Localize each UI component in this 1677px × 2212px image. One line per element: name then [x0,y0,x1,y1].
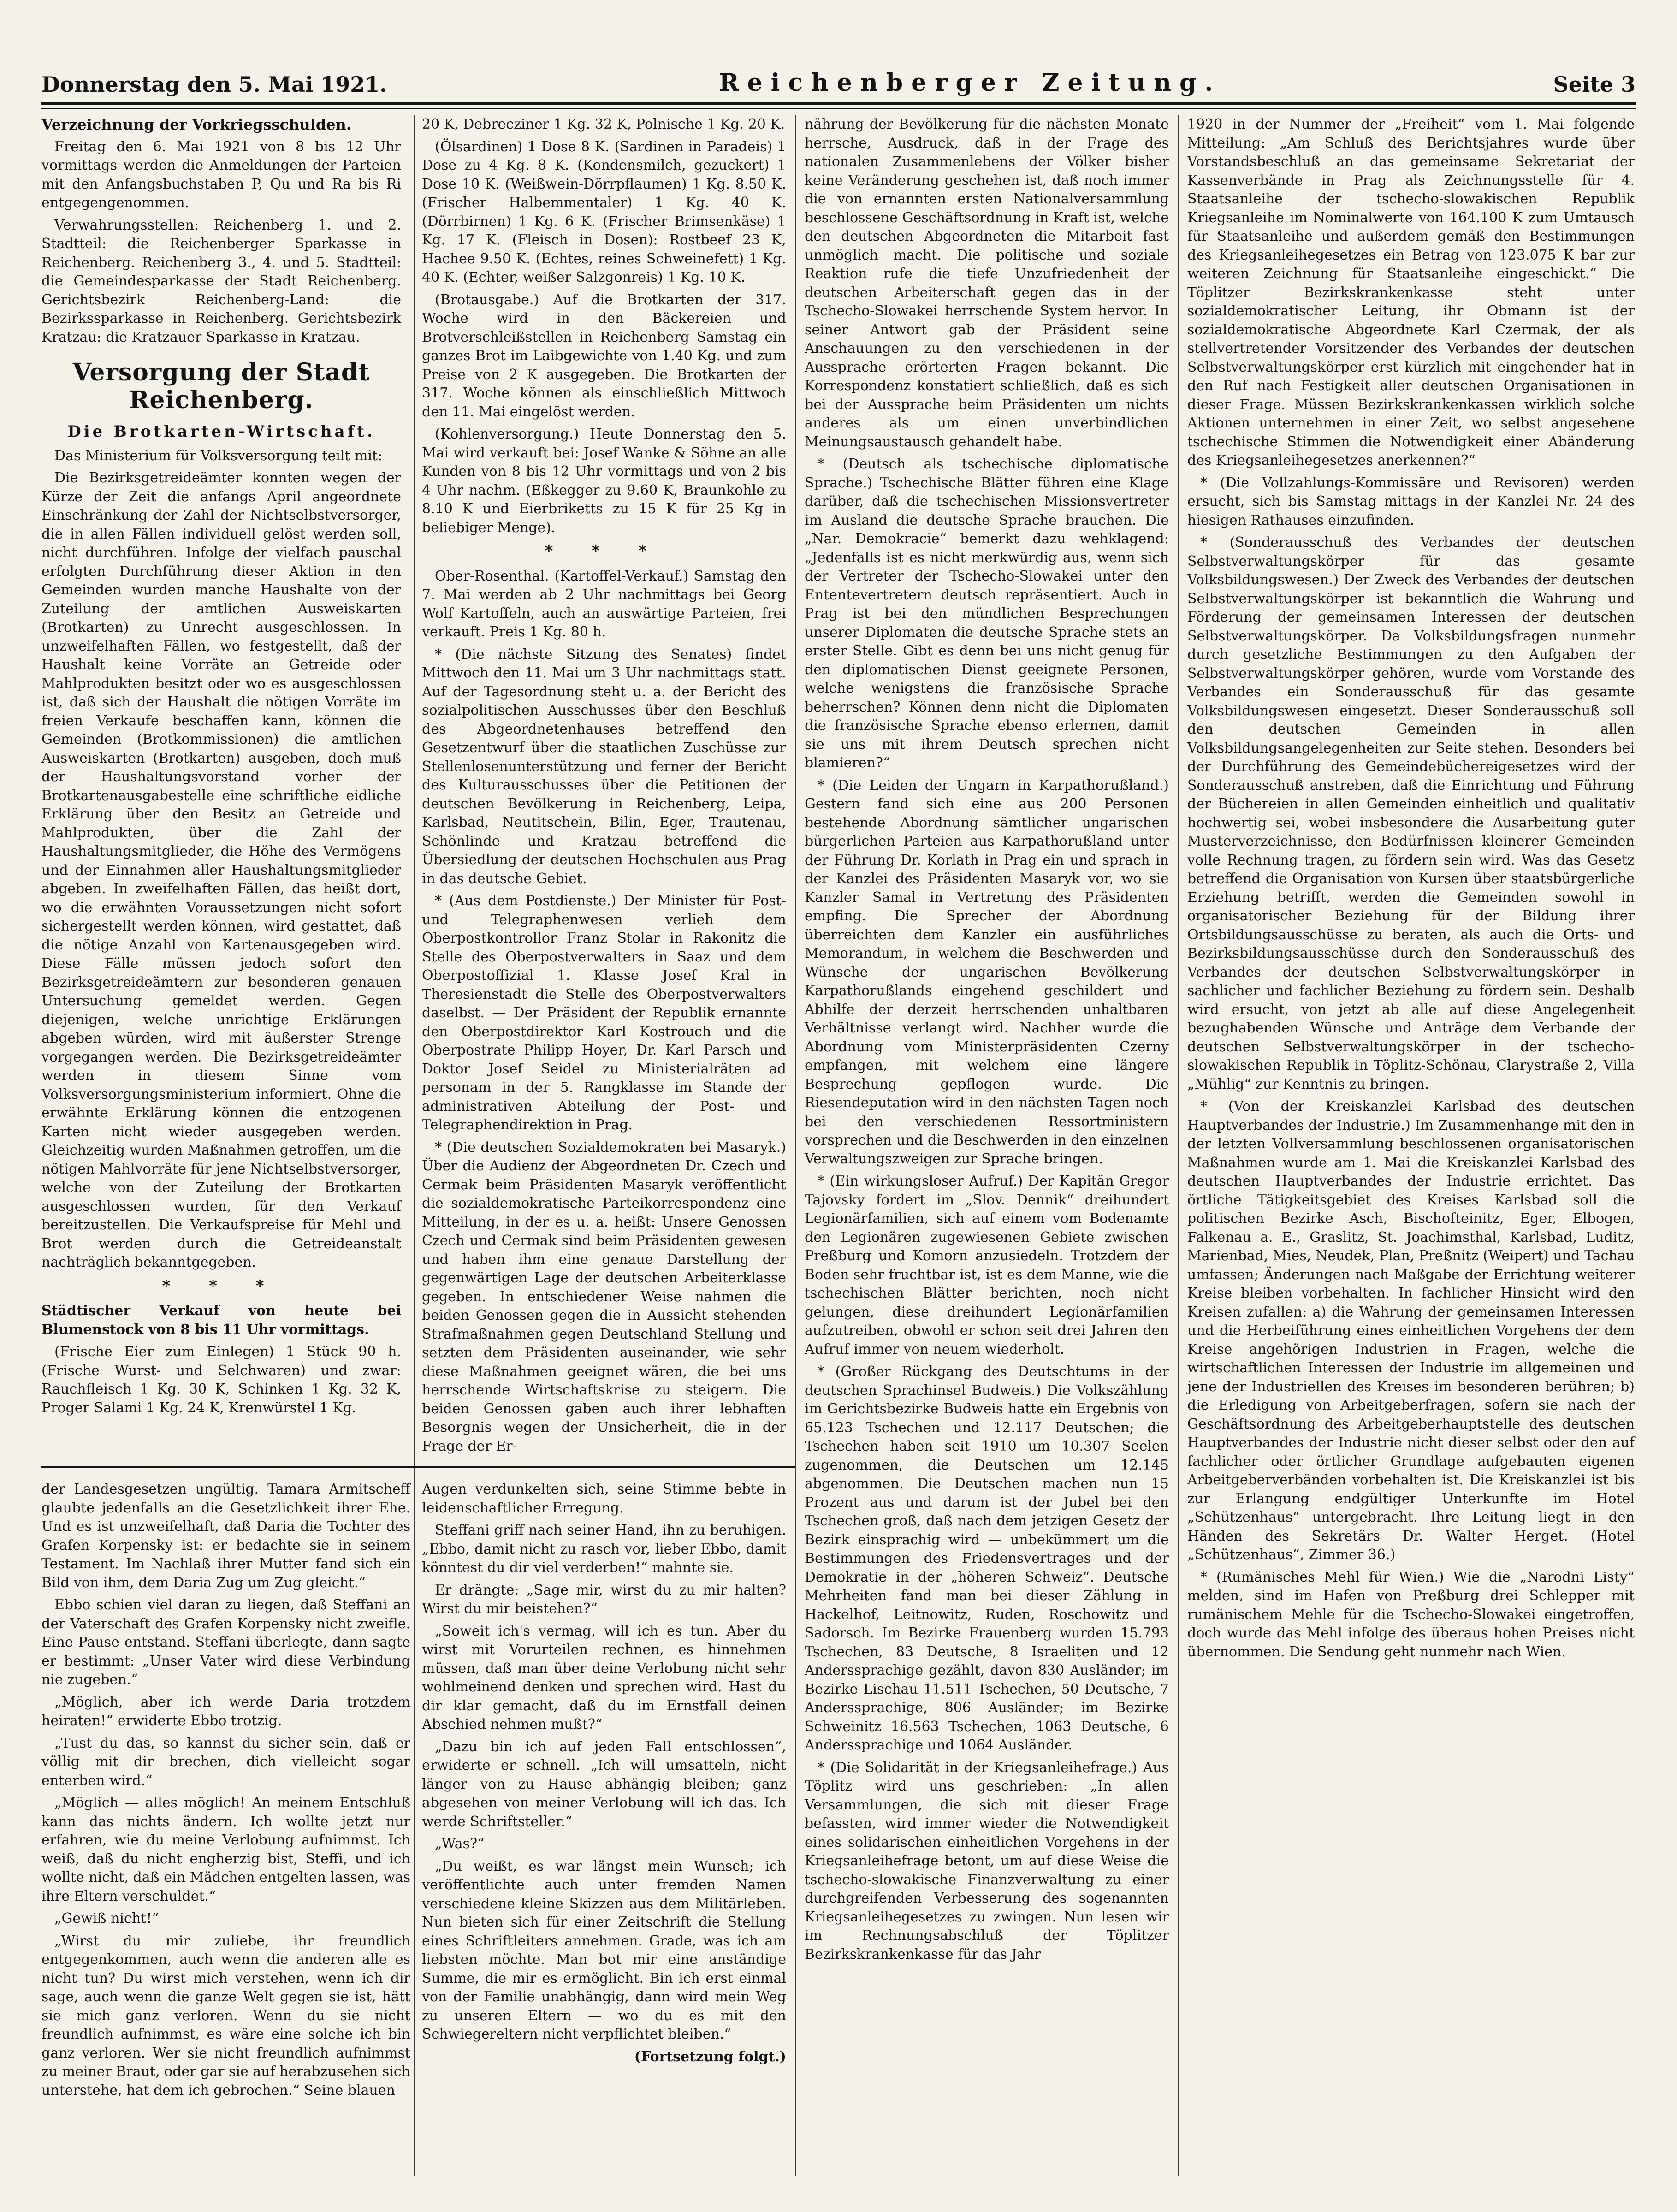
article-paragraph: * (Deutsch als tschechische diplomatische Sprache.) Tschechische Blätter führen eine Klage darüber, daß die tschechischen Missionsvertreter im Ausland die deutsche Sprache brauchen. Die „Nar. Demokracie“ bemerkt dazu wehklagend: „Jedenfalls ist es nicht merkwürdig aus, wenn sich der Vertreter der Tschecho-Slowakei unter den Ententevertretern deutsch repräsentiert. Auch in Prag ist bei den mündlichen Besprechungen unserer Diplomaten die deutsche Sprache stets an erster Stelle. Gibt es denn bei uns nicht genug für den diplomatischen Dienst geeignete Personen, welche wenigstens die französische Sprache beherrschen? Können denn nicht die Diplomaten die französische Sprache ebenso erlernen, damit sie uns mit ihrem Deutsch sprechen nicht blamieren?“ [805,456,1169,771]
serial-paragraph: Er drängte: „Sage mir, wirst du zu mir halten? Wirst du mir beistehen?“ [422,1582,786,1617]
article-paragraph: (Kohlenversorgung.) Heute Donnerstag den 5. Mai wird verkauft bei: Josef Wanke & Söhne an alle Kunden von 8 bis 12 Uhr vormittags und von 2 bis 4 Uhr nachm. (Eßkegger zu 9.60 K, Braunkohle zu 8.10 K und Eierbriketts zu 15 K für 25 Kg in beliebiger Menge). [422,426,786,536]
page-number: Seite 3 [1553,72,1636,97]
article-paragraph: * (Von der Kreiskanzlei Karlsbad des deutschen Hauptverbandes der Industrie.) Im Zusammenhange mit den in der letzten Vollversammlung beschlossenen organisatorischen Maßnahmen wurde am 1. Mai die Kreiskanzlei Karlsbad des deutschen Hauptverbandes der Industrie errichtet. Das örtliche Tätigkeitsgebiet des Kreises Karlsbad soll die politischen Bezirke Asch, Bischofteinitz, Eger, Elbogen, Falkenau a. E., Graslitz, St. Joachimsthal, Karlsbad, Luditz, Marienbad, Mies, Neudek, Plan, Preßnitz (Weipert) und Tachau umfassen; Änderungen nach Maßgabe der Errichtung weiterer Kreise bleiben vorbehalten. In fachlicher Hinsicht wird den Kreisen zufallen: a) die Wahrung der gemeinsamen Interessen und die Herbeiführung eines einheitlichen Vorgehens der dem Kreise angehörigen Industrien in Fragen, welche die wirtschaftlichen Interessen der Industrie im allgemeinen und jene der Industriellen des Kreises im besonderen berühren; b) die Erledigung von Arbeitgeberfragen, sofern sie nach der Geschäftsordnung des Arbeitgeberhauptstelle des deutschen Hauptverbandes der Industrie nicht dieser selbst oder den auf fachlicher oder örtlicher Grundlage aufgebauten eigenen Arbeitgeberverbänden vorbehalten ist. Die Kreiskanzlei ist bis zur Erlangung endgültiger Unterkunfte im Hotel „Schützenhaus“ untergebracht. Ihre Leitung liegt in den Händen des Sekretärs Dr. Walter Herget. (Hotel „Schützenhaus“, Zimmer 36.) [1187,1098,1635,1563]
feuilleton-rule [41,1466,795,1468]
article-paragraph: * (Die Vollzahlungs-Kommissäre und Revisoren) werden ersucht, sich bis Samstag mittags in der Kanzlei Nr. 24 des hiesigen Rathauses einzufinden. [1187,474,1635,528]
article-heading: Verzeichnung der Vorkriegsschulden. [41,116,351,133]
article-paragraph: Die Bezirksgetreideämter konnten wegen der Kürze der Zeit die anfangs April angeordnete Einschränkung der Zahl der Nichtselbstversorger, die in allen Fällen individuell gelöst werden soll, nicht durchführen. Infolge der vielfach pauschal erfolgten Durchführung dieser Aktion in den Gemeinden wurden manche Haushalte von der Zuteilung der amtlichen Ausweiskarten (Brotkarten) zu Unrecht ausgeschlossen. In unzweifelhaften Fällen, wo festgestellt, daß der Haushalt keine Vorräte an Getreide oder Mahlprodukten besitzt oder wo es ausgeschlossen ist, daß sich der Haushalt die nötigen Vorräte im freien Verkaufe beschaffen kann, können die Gemeinden (Brotkommissionen) die amtlichen Ausweiskarten (Brotkarten) ausgeben, doch muß der Haushaltungsvorstand vorher der Brotkartenausgabestelle eine schriftliche eidliche Erklärung über den Besitz an Getreide und Mahlprodukten, über die Zahl der Haushaltungsmitglieder, die Höhe des Vermögens und der Einnahmen aller Haushaltungsmitglieder abgeben. In zweifelhaften Fällen, das heißt dort, wo die erwähnten Voraussetzungen nicht sofort sichergestellt werden können, wird gestattet, daß die nötige Anzahl von Kartenausgegeben wird. Diese Fälle müssen jedoch sofort den Bezirksgetreideämtern zur besonderen genauen Untersuchung gemeldet werden. Gegen diejenigen, welche unrichtige Erklärungen abgeben würden, wird mit äußerster Strenge vorgegangen werden. Die Bezirksgetreideämter werden in diesem Sinne vom Volksversorgungsministerium informiert. Ohne die erwähnte Erklärung können die entzogenen Karten nicht wieder ausgegeben werden. Gleichzeitig wurden Maßnahmen getroffen, um die nötigen Mahlvorräte für jene Nichtselbstversorger, welche von der Zuteilung der Brotkarten ausgeschlossen wurden, für den Verkauf bereitzustellen. Die Verkaufspreise für Mehl und Brot werden durch die Getreideanstalt nachträglich bekanntgegeben. [41,470,401,1270]
section-separator: * * * [545,542,664,560]
section-headline: Versorgung der Stadt Reichenberg. [72,358,370,414]
serial-column-1 [41,1480,410,2176]
article-paragraph: Freitag den 6. Mai 1921 von 8 bis 12 Uhr vormittags werden die Anmeldungen der Parteien mit den Anfangsbuchstaben P, Qu und Ra bis Ri entgegengenommen. [41,138,401,211]
article-paragraph: * (Die Solidarität in der Kriegsanleihefrage.) Aus Töplitz wird uns geschrieben: „In allen Versammlungen, die sich mit dieser Frage befassten, wird immer wieder die Notwendigkeit eines solidarischen einheitlichen Vorgehens in der Kriegsanleihefrage betont, um auf diese Weise die tschecho-slowakische Finanzverwaltung zu einer durchgreifenden Verbesserung des sogenannten Kriegsanleihegesetzes zu zwingen. Nun lesen wir im Rechnungsabschluß der Töplitzer Bezirkskrankenkasse für das Jahr [805,1759,1169,1963]
article-paragraph: * (Rumänisches Mehl für Wien.) Wie die „Narodni Listy“ melden, sind im Hafen von Preßburg drei Schlepper mit rumänischem Mehle für die Tschecho-Slowakei eingetroffen, doch wurde das Mehl infolge des überaus hohen Preises nicht übernommen. Die Sendung geht nunmehr nach Wien. [1187,1569,1635,1660]
serial-paragraph: „Möglich, aber ich werde Daria trotzdem heiraten!“ erwiderte Ebbo trotzig. [41,1694,410,1729]
article-paragraph: * (Die deutschen Sozialdemokraten bei Masaryk.) Über die Audienz der Abgeordneten Dr. Czech und Cermak beim Präsidenten Masaryk veröffentlicht die sozialdemokratische Parteikorrespondenz eine Mitteilung, in der es u. a. heißt: Unsere Genossen Czech und Cermak sind beim Präsidenten gewesen und haben ihm eine genaue Darstellung der gegenwärtigen Lage der deutschen Arbeiterklasse gegeben. In entschiedener Weise nahmen die beiden Genossen gegen die in Aussicht stehenden Strafmaßnahmen gegen Deutschland Stellung und setzten dem Präsidenten auseinander, wie sehr diese Maßnahmen geeignet wären, die bei uns herrschende Wirtschaftskrise zu steigern. Die beiden Genossen gaben auch ihrer lebhaften Besorgnis wegen der Unsicherheit, die in der Frage der Er- [422,1139,786,1454]
masthead-rule-thin [41,108,1636,109]
article-paragraph: 1920 in der Nummer der „Freiheit“ vom 1. Mai folgende Mitteilung: „Am Schluß des Berichtsjahres wurde über Vorstandsbeschluß an das gemeinsame Sekretariat der Kassenverbände in Prag als Zeichnungsstelle für 4. Staatsanleihe der tschecho-slowakischen Republik Kriegsanleihe im Nominalwerte von 164.100 K zum Umtausch für Staatsanleihe und außerdem gemäß den Bestimmungen des Kriegsanleihegesetzes ein Betrag von 123.075 K bar zur weiteren Zeichnung für Staatsanleihe eingeschickt.“ Die Töplitzer Bezirkskrankenkasse steht unter sozialdemokratischer Leitung, ihr Obmann ist der sozialdemokratische Abgeordnete Karl Czermak, der als stellvertretender Vorsitzender des Verbandes der deutschen Selbstverwaltungskörper erst kürzlich mit eingehender hat in den Ruf nach Festigkeit aller deutschen Organisationen in dieser Frage. Müssen Bezirkskrankenkassen wirklich solche Aktionen unternehmen in einer Zeit, wo selbst angesehene tschechische Stimmen die Notwendigkeit einer Abänderung des Kriegsanleihegesetzes anerkennen?“ [1187,116,1635,468]
column-3 [805,115,1169,2176]
masthead [41,60,1636,97]
serial-column-2 [422,1480,786,2176]
serial-paragraph: der Landesgesetzen ungültig. Tamara Armitscheff glaubte jedenfalls an die Gesetzlichkeit ihrer Ehe. Und es ist unzweifelhaft, daß Daria die Tochter des Grafen Korpensky ist: er bedachte sie in seinem Testament. Im Nachlaß ihrer Mutter fand sich ein Bild von ihm, dem Daria Zug um Zug gleicht.“ [41,1481,410,1591]
column-1 [41,115,401,1453]
serial-paragraph: „Dazu bin ich auf jeden Fall entschlossen“, erwiderte er schnell. „Ich will umsatteln, nicht länger von zu Hause abhängig bleiben; ganz abgesehen von meiner Verlobung will ich das. Ich werde Schriftsteller.“ [422,1738,786,1830]
column-4 [1187,115,1635,2176]
serial-paragraph: „Du weißt, es war längst mein Wunsch; ich veröffentlichte auch unter fremden Namen verschiedene kleine Skizzen aus dem Militärleben. Nun bieten sich für einer Zeitschrift die Stellung eines Schriftleiters annehmen. Grade, was ich am liebsten möchte. Man bot mir eine anständige Summe, die mir es ermöglicht. Bin ich erst einmal von der Familie unabhängig, dann wird mein Weg zu unseren Eltern — wo du es mit den Schwiegereltern nicht verpflichtet bleiben.“ [422,1858,786,2042]
article-paragraph: * (Großer Rückgang des Deutschtums in der deutschen Sprachinsel Budweis.) Die Volkszählung im Gerichtsbezirke Budweis hatte ein Ergebnis von 65.123 Tschechen und 12.117 Deutschen; die Tschechen haben seit 1910 um 10.307 Seelen zugenommen, die Deutschen um 12.145 abgenommen. Die Deutschen machen nun 15 Prozent aus und darum ist der Jubel bei den Tschechen groß, daß nach dem jetzigen Gesetz der Bezirk einsprachig wird — unbekümmert um die Bestimmungen des Friedensvertrages und der Demokratie in der „höheren Schweiz“. Deutsche Mehrheiten fand man bei dieser Zählung in Hackelhof, Leitnowitz, Ruden, Roschowitz und Sadorsch. Im Bezirke Frauenberg wurden 15.793 Tschechen, 83 Deutsche, 8 Israeliten und 12 Anderssprachige gezählt, davon 830 Ausländer; im Bezirke Lischau 11.511 Tschechen, 50 Deutsche, 7 Anderssprachige, 806 Ausländer; im Bezirke Schweinitz 16.563 Tschechen, 1063 Deutsche, 6 Anderssprachige und 1064 Ausländer. [805,1364,1169,1753]
column-divider [795,115,796,2176]
article-paragraph: * (Die Leiden der Ungarn in Karpathorußland.) Gestern fand sich eine aus 200 Personen bestehende Abordnung sämtlicher ungarischen bürgerlichen Parteien aus Karpathorußland unter der Führung Dr. Korlath in Prag ein und sprach in der Kanzlei des Präsidenten Masaryk vor, wo sie Kanzler Samal in Vertretung des Präsidenten empfing. Die Sprecher der Abordnung überreichten dem Kanzler ein ausführliches Memorandum, in welchem die Beschwerden und Wünsche der ungarischen Bevölkerung Karpathorußlands eingehend geschildert und Abhilfe der derzeit herrschenden unhaltbaren Verhältnisse verlangt wird. Nachher wurde die Abordnung vom Ministerpräsidenten Czerny empfangen, mit welchem eine längere Besprechung gepflogen wurde. Die Riesendeputation wird in den nächsten Tagen noch bei den verschiedenen Ressortministern vorsprechen und die Beschwerden in den einzelnen Verwaltungszweigen zur Sprache bringen. [805,777,1169,1167]
article-paragraph: Ober-Rosenthal. (Kartoffel-Verkauf.) Samstag den 7. Mai werden ab 2 Uhr nachmittags bei Georg Wolf Kartoffeln, auch an auswärtige Parteien, frei verkauft. Preis 1 Kg. 80 h. [422,568,786,640]
serial-paragraph: „Gewiß nicht!“ [54,1910,159,1927]
article-paragraph: (Brotausgabe.) Auf die Brotkarten der 317. Woche wird in den Bäckereien und Brotverschleißstellen in Reichenberg Samstag ein ganzes Brot im Laibgewichte von 1.40 Kg. und zum Preise von 2 K ausgegeben. Die Brotkarten der 317. Woche können als einschließlich Mittwoch den 11. Mai eingelöst werden. [422,291,786,420]
serial-continuation-note: (Fortsetzung folgt.) [634,2048,786,2065]
serial-paragraph: „Wirst du mir zuliebe, ihr freundlich entgegenkommen, auch wenn die anderen alle es nicht tun? Du wirst mich verstehen, wenn ich dir sage, auch wenn die ganze Welt gegen sie ist, hätt sie mich ganz verloren. Wenn du sie nicht freundlich aufnimmst, es wäre eine solche ich bin ganz verloren. Wer sie nicht freundlich aufnimmst zu meiner Braut, oder gar sie auf herabzusehen sich unterstehe, hat dem ich gebrochen.“ Seine blauen [41,1933,410,2099]
article-paragraph: Das Ministerium für Volksversorgung teilt mit: [54,447,383,464]
newspaper-title: Reichenberger Zeitung. [719,69,1221,97]
column-divider [414,1480,415,2176]
column-divider [1178,115,1179,2176]
article-paragraph: * (Aus dem Postdienste.) Der Minister für Post- und Telegraphenwesen verlieh dem Oberpostkontrollor Franz Stolar in Rakonitz die Stelle des Oberpostverwalters in Saaz und dem Oberpostoffizial 1. Klasse Josef Kral in Theresienstadt die Stelle des Oberpostverwalters daselbst. — Der Präsident der Republik ernannte den Oberpostdirektor Karl Kostrouch und die Oberpostrate Philipp Hoyer, Dr. Karl Parsch und Doktor Josef Seidel zu Ministerialräten ad personam in der 5. Rangklasse im Stande der administrativen Abteilung der Post- und Telegraphendirektion in Prag. [422,893,786,1133]
section-subheadline: Die Brotkarten-Wirtschaft. [67,422,375,441]
serial-paragraph: Steffani griff nach seiner Hand, ihn zu beruhigen. „Ebbo, damit nicht zu rasch vor, lieber Ebbo, damit könntest du dir viel verderben!“ mahnte sie. [422,1522,786,1576]
issue-date: Donnerstag den 5. Mai 1921. [41,72,387,97]
serial-paragraph: Ebbo schien viel daran zu liegen, daß Steffani an der Vaterschaft des Grafen Korpensky nicht zweifle. Eine Pause entstand. Steffani überlegte, dann sagte er bestimmt: „Unser Vater wird diese Verbindung nie zugeben.“ [41,1597,410,1688]
article-paragraph: nährung der Bevölkerung für die nächsten Monate herrsche, Ausdruck, daß in der Frage des nationalen Zusammenlebens der Völker bisher keine Veränderung geschehen ist, daß noch immer die von ernannten ersten Nationalversammlung beschlossene Geschäftsordnung in Kraft ist, welche den deutschen Abgeordneten die Mitarbeit fast unmöglich macht. Die politische und soziale Reaktion rufe die tiefe Unzufriedenheit der deutschen Arbeiterschaft gegen das in der Tschecho-Slowakei herrschende System hervor. In seiner Antwort gab der Präsident seine Anschauungen zu den verschiedenen in der Aussprache erörterten Fragen bekannt. Die Korrespondenz konstatiert schließlich, daß es sich bei der Aussprache beim Präsidenten um nichts anderes als um einen unverbindlichen Meinungsaustausch gehandelt habe. [805,116,1169,450]
article-paragraph: (Frische Eier zum Einlegen) 1 Stück 90 h. (Frische Wurst- und Selchwaren) und zwar: Rauchfleisch 1 Kg. 30 K, Schinken 1 Kg. 32 K, Proger Salami 1 Kg. 24 K, Krenwürstel 1 Kg. [41,1344,401,1416]
serial-paragraph: Augen verdunkelten sich, seine Stimme bebte in leidenschaftlicher Erregung. [422,1481,786,1516]
article-paragraph: * (Sonderausschuß des Verbandes der deutschen Selbstverwaltungskörper für das gesamte Volksbildungswesen.) Der Zweck des Verbandes der deutschen Selbstverwaltungskörper ist bekanntlich die Wahrung und Förderung der gemeinsamen Interessen der deutschen Selbstverwaltungskörper. Da Volksbildungsfragen nunmehr durch gesetzliche Bestimmungen zu den Aufgaben der Selbstverwaltungskörper gehören, wurde vom Vorstande des Verbandes ein Sonderausschuß für das gesamte Volksbildungswesen eingesetzt. Dieser Sonderausschuß soll den deutschen Gemeinden in allen Volksbildungsangelegenheiten zur Seite stehen. Besonders bei der Durchführung des Gemeindebüchereigesetzes wird der Sonderausschuß anstreben, daß die Einrichtung und Führung der Büchereien in allen Gemeinden einheitlich und qualitativ hochwertig sei, wobei insbesondere die Ausarbeitung guter Musterverzeichnisse, den Bedürfnissen kleinerer Gemeinden volle Rechnung tragen, zu fördern sein wird. Was das Gesetz betreffend die Organisation von Kursen über staatsbürgerliche Erziehung betrifft, werden die Gemeinden sowohl in organisatorischer Beziehung für der Bildung ihrer Ortsbildungsausschüsse zu beraten, als auch die Orts- und Bezirksbildungsausschüsse durch den Sonderausschuß des Verbandes der deutschen Selbstverwaltungskörper in sachlicher und fachlicher Beziehung zu fördern sein. Deshalb wird ersucht, von jetzt ab alle auf diese Angelegenheit bezughabenden Wünsche und Anträge dem Verbande der deutschen Selbstverwaltungskörper in der tschecho-slowakischen Republik in Töplitz-Schönau, Clarystraße 2, Villa „Mühlig“ zur Kenntnis zu bringen. [1187,534,1635,1092]
article-paragraph: * (Ein wirkungsloser Aufruf.) Der Kapitän Gregor Tajovsky fordert im „Slov. Dennik“ dreihundert Legionärfamilien, sich auf einem vom Bodenamte den Legionären zugewiesenen Gebiete zwischen Preßburg und Komorn anzusiedeln. Trotzdem der Boden sehr fruchtbar ist, ist es dem Manne, wie die tschechischen Blätter berichten, noch nicht gelungen, diese dreihundert Legionärfamilien aufzutreiben, obwohl er schon seit drei Jahren den Aufruf immer von neuem wiederholt. [805,1173,1169,1358]
article-paragraph: 20 K, Debrecziner 1 Kg. 32 K, Polnische 1 Kg. 20 K. [422,116,785,132]
masthead-rule [41,102,1636,105]
article-paragraph: * (Die nächste Sitzung des Senates) findet Mittwoch den 11. Mai um 3 Uhr nachmittags statt. Auf der Tagesordnung steht u. a. der Bericht des sozialpolitischen Ausschusses über den Beschluß des Abgeordnetenhauses betreffend den Gesetzentwurf über die staatlichen Zuschüsse zur Stellenlosenunterstützung und ferner der Bericht des Kulturausschusses über die Petitionen der deutschen Bevölkerung in Reichenberg, Leipa, Karlsbad, Neutitschein, Bilin, Eger, Trautenau, Schönlinde und Kratzau betreffend die Übersiedlung der deutschen Hochschulen aus Prag in das deutsche Gebiet. [422,646,786,887]
column-divider [414,115,415,1480]
section-separator: * * * [162,1276,281,1295]
serial-paragraph: „Was?“ [435,1836,485,1852]
article-paragraph: (Ölsardinen) 1 Dose 8 K. (Sardinen in Paradeis) 1 Dose zu 4 Kg. 8 K. (Kondensmilch, gezuckert) 1 Dose 10 K. (Weißwein-Dörrpflaumen) 1 Kg. 8.50 K. (Frischer Halbemmentaler) 1 Kg. 40 K. (Dörrbirnen) 1 Kg. 6 K. (Frischer Brimsenkäse) 1 Kg. 17 K. (Fleisch in Dosen): Rostbeef 23 K, Hachee 9.50 K. (Echtes, reines Schweinefett) 1 Kg. 40 K. (Echter, weißer Salzgonreis) 1 Kg. 10 K. [422,138,786,285]
serial-paragraph: „Tust du das, so kannst du sicher sein, daß er völlig mit dir brechen, dich vielleicht sogar enterben wird.“ [41,1735,410,1789]
serial-paragraph: „Möglich — alles möglich! An meinem Entschluß kann das nichts ändern. Ich wollte jetzt nur erfahren, wie du meine Verlobung aufnimmst. Ich weiß, daß du nicht engherzig bist, Steffi, und ich wollte nicht, daß ein Mädchen entgelten lassen, was ihre Eltern verschuldet.“ [41,1795,410,1904]
article-paragraph: Verwahrungsstellen: Reichenberg 1. und 2. Stadtteil: die Reichenberger Sparkasse in Reichenberg. Reichenberg 3., 4. und 5. Stadtteil: die Gemeindesparkasse der Stadt Reichenberg. Gerichtsbezirk Reichenberg-Land: die Bezirkssparkasse in Reichenberg. Gerichtsbezirk Kratzau: die Kratzauer Sparkasse in Kratzau. [41,217,401,345]
column-2 [422,115,786,1454]
notice-heading: Städtischer Verkauf von heute bei Blumenstock von 8 bis 11 Uhr vormittags. [41,1303,401,1338]
serial-paragraph: „Soweit ich's vermag, will ich es tun. Aber du wirst mit Vorurteilen rechnen, es hinnehmen müssen, daß man über deine Verlobung nicht sehr wohlmeinend denken und sprechen wird. Hast du dir klar gemacht, daß du im Ernstfall deinen Abschied nehmen mußt?“ [422,1623,786,1732]
